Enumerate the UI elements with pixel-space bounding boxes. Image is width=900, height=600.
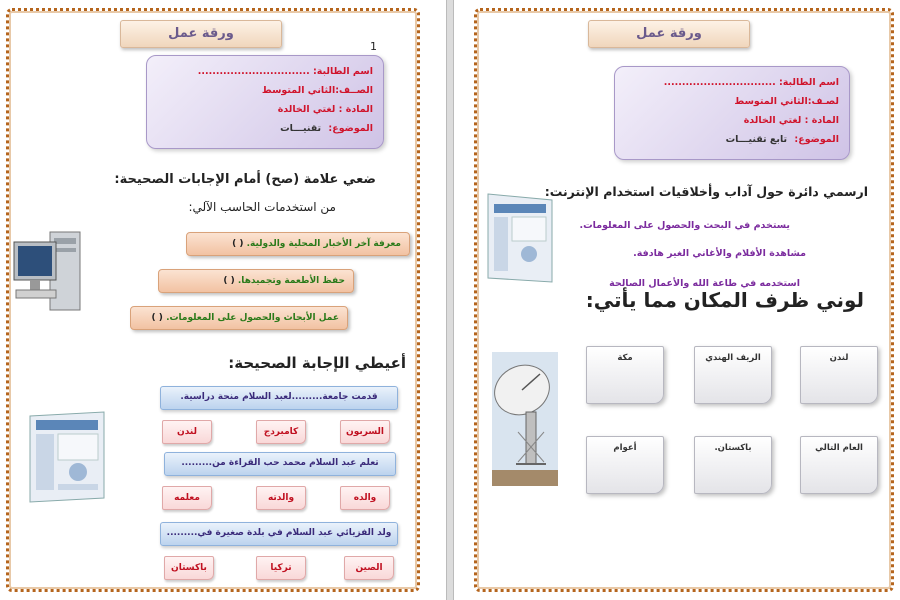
question-2-bar: تعلم عبد السلام محمد حب القراءة من......... <box>164 452 396 476</box>
right-section1-heading: ارسمي دائرة حول آداب وأخلاقيات استخدام الإنترنت: <box>544 184 868 199</box>
page-gutter <box>446 0 454 600</box>
checklist-item-1-text: معرفة آخر الأخبار المحلية والدولية. <box>246 239 401 249</box>
q1-option-2[interactable]: كامبردج <box>256 420 306 444</box>
left-section1-heading: ضعي علامة (صح) أمام الإجابات الصحيحة: <box>114 172 376 187</box>
q3-option-1[interactable]: الصين <box>344 556 394 580</box>
right-worksheet-title: ورقة عمل <box>588 20 750 48</box>
question-1-bar: قدمت جامعة.........لعبد السلام منحة دراسية. <box>160 386 398 410</box>
topic-value: تابع تقنيـــات <box>725 134 788 145</box>
internet-etiquette-item-1[interactable]: يستخدم في البحث والحصول على المعلومات. <box>579 220 790 231</box>
place-card-next-year[interactable]: العام التالي <box>800 436 878 494</box>
checklist-item-2[interactable] <box>158 269 354 293</box>
left-student-info-box <box>146 55 384 149</box>
topic-line <box>157 119 373 138</box>
place-card-pakistan[interactable]: باكستان. <box>694 436 772 494</box>
place-card-london[interactable]: لندن <box>800 346 878 404</box>
topic-value: تقنيـــات <box>280 123 322 134</box>
internet-page-image <box>484 190 556 286</box>
subject-line: المادة : لغتي الخالدة <box>743 115 839 126</box>
q1-option-3[interactable]: لندن <box>162 420 212 444</box>
place-card-indian-countryside[interactable]: الريف الهندي <box>694 346 772 404</box>
q3-option-3[interactable]: باكستان <box>164 556 214 580</box>
topic-label: الموضوع: <box>794 134 839 145</box>
right-page <box>454 0 900 600</box>
left-worksheet-title: ورقة عمل <box>120 20 282 48</box>
website-image <box>26 410 108 504</box>
left-section1-intro: من استخدمات الحاسب الآلي: <box>188 200 336 214</box>
place-card-mecca[interactable]: مكة <box>586 346 664 404</box>
checklist-item-3-answer[interactable]: ( ) <box>151 313 163 323</box>
q2-option-3[interactable]: معلمه <box>162 486 212 510</box>
place-card-years[interactable]: أعوام <box>586 436 664 494</box>
class-line: لصـف:الثاني المتوسط <box>734 96 839 107</box>
page-number: 1 <box>370 40 377 53</box>
internet-etiquette-item-2[interactable]: مشاهدة الأفلام والأغاني الغير هادفة. <box>633 248 806 259</box>
computer-image <box>10 224 82 316</box>
q1-option-1[interactable]: السربون <box>340 420 390 444</box>
q2-option-1[interactable]: والده <box>340 486 390 510</box>
left-section2-heading: أعيطي الإجابة الصحيحة: <box>228 354 406 372</box>
satellite-dish-image <box>492 352 558 486</box>
q3-option-2[interactable]: تركيا <box>256 556 306 580</box>
checklist-item-2-text: حفظ الأطعمة وتجميدها. <box>237 276 345 286</box>
topic-label: الموضوع: <box>328 123 373 134</box>
checklist-item-3[interactable] <box>130 306 348 330</box>
checklist-item-3-text: عمل الأبحاث والحصول على المعلومات. <box>166 313 339 323</box>
internet-etiquette-item-3[interactable]: استخدمه في طاعة الله والأعمال الصالحة <box>609 278 800 289</box>
left-page <box>0 0 446 600</box>
checklist-item-1[interactable] <box>186 232 410 256</box>
right-section2-heading: لوني ظرف المكان مما يأتي: <box>585 288 864 312</box>
checklist-item-1-answer[interactable]: ( ) <box>232 239 244 249</box>
question-3-bar: ولد الفزيائي عبد السلام في بلدة صغيرة في......... <box>160 522 398 546</box>
q2-option-2[interactable]: والدته <box>256 486 306 510</box>
class-line: الصــف:الثاني المتوسط <box>261 85 373 96</box>
checklist-item-2-answer[interactable]: ( ) <box>223 276 235 286</box>
right-student-info-box <box>614 66 850 160</box>
student-name-line: اسم الطالبة: ............................... <box>663 77 839 88</box>
topic-line <box>625 130 839 149</box>
subject-line: المادة : لغتي الخالدة <box>277 104 373 115</box>
student-name-line: اسم الطالبة: ............................... <box>197 66 373 77</box>
